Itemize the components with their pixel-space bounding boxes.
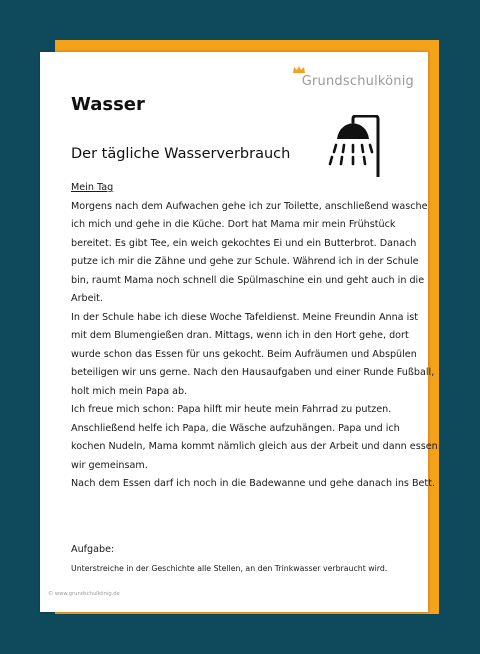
story-line: mit dem Blumengießen dran. Mittags, wenn ich in den Hort gehe, dort — [71, 330, 409, 341]
story-line: bin, raumt Mama noch schnell die Spülmaschine ein und geht auch in die — [71, 274, 425, 286]
worksheet-title: Wasser — [71, 94, 145, 115]
story-line: In der Schule habe ich diese Woche Tafeldienst. Meine Freundin Anna ist — [71, 311, 419, 323]
story-heading: Mein Tag — [71, 182, 114, 193]
worksheet — [40, 52, 438, 612]
story-line: beteiligen wir uns gerne. Nach den Hausaufgaben und einer Runde Fußball, — [71, 367, 435, 378]
story-line: wurde schon das Essen für uns gekocht. Beim Aufräumen und Abspülen — [71, 348, 417, 360]
logo: Grundschulkönig — [301, 74, 414, 89]
story-line: wir gemeinsam. — [71, 459, 148, 471]
story-line: Anschließend helfe ich Papa, die Wäsche aufzuhängen. Papa und ich — [71, 422, 400, 434]
worksheet-subtitle: Der tägliche Wasserverbrauch — [71, 146, 291, 162]
story-text — [71, 179, 438, 494]
story-line: ich mich und gehe in die Küche. Dort hat Mama mir mein Frühstück — [71, 219, 396, 230]
story-line: Morgens nach dem Aufwachen gehe ich zur Toilette, anschließend wasche — [71, 200, 428, 212]
task-heading: Aufgabe: — [71, 544, 115, 555]
task-text: Unterstreiche in der Geschichte alle Stellen, an den Trinkwasser verbraucht wird. — [71, 564, 388, 573]
shower-icon — [323, 115, 381, 177]
copyright-notice: © www.grundschulkönig.de — [48, 591, 120, 597]
story-line: Arbeit. — [71, 293, 103, 304]
story-line: bereitet. Es gibt Tee, ein weich gekochtes Ei und ein Butterbrot. Danach — [71, 237, 417, 249]
story-line: Ich freue mich schon: Papa hilft mir heute mein Fahrrad zu putzen. — [71, 404, 392, 415]
story-line: kochen Nudeln, Mama kommt nämlich gleich aus der Arbeit und dann essen — [71, 441, 438, 452]
story-line: putze ich mir die Zähne und gehe zur Schule. Während ich in der Schule — [71, 256, 419, 267]
story-line: Nach dem Essen darf ich noch in die Badewanne und gehe danach ins Bett. — [71, 478, 436, 489]
crown-icon — [293, 66, 305, 73]
story-line: holt mich mein Papa ab. — [71, 385, 188, 397]
